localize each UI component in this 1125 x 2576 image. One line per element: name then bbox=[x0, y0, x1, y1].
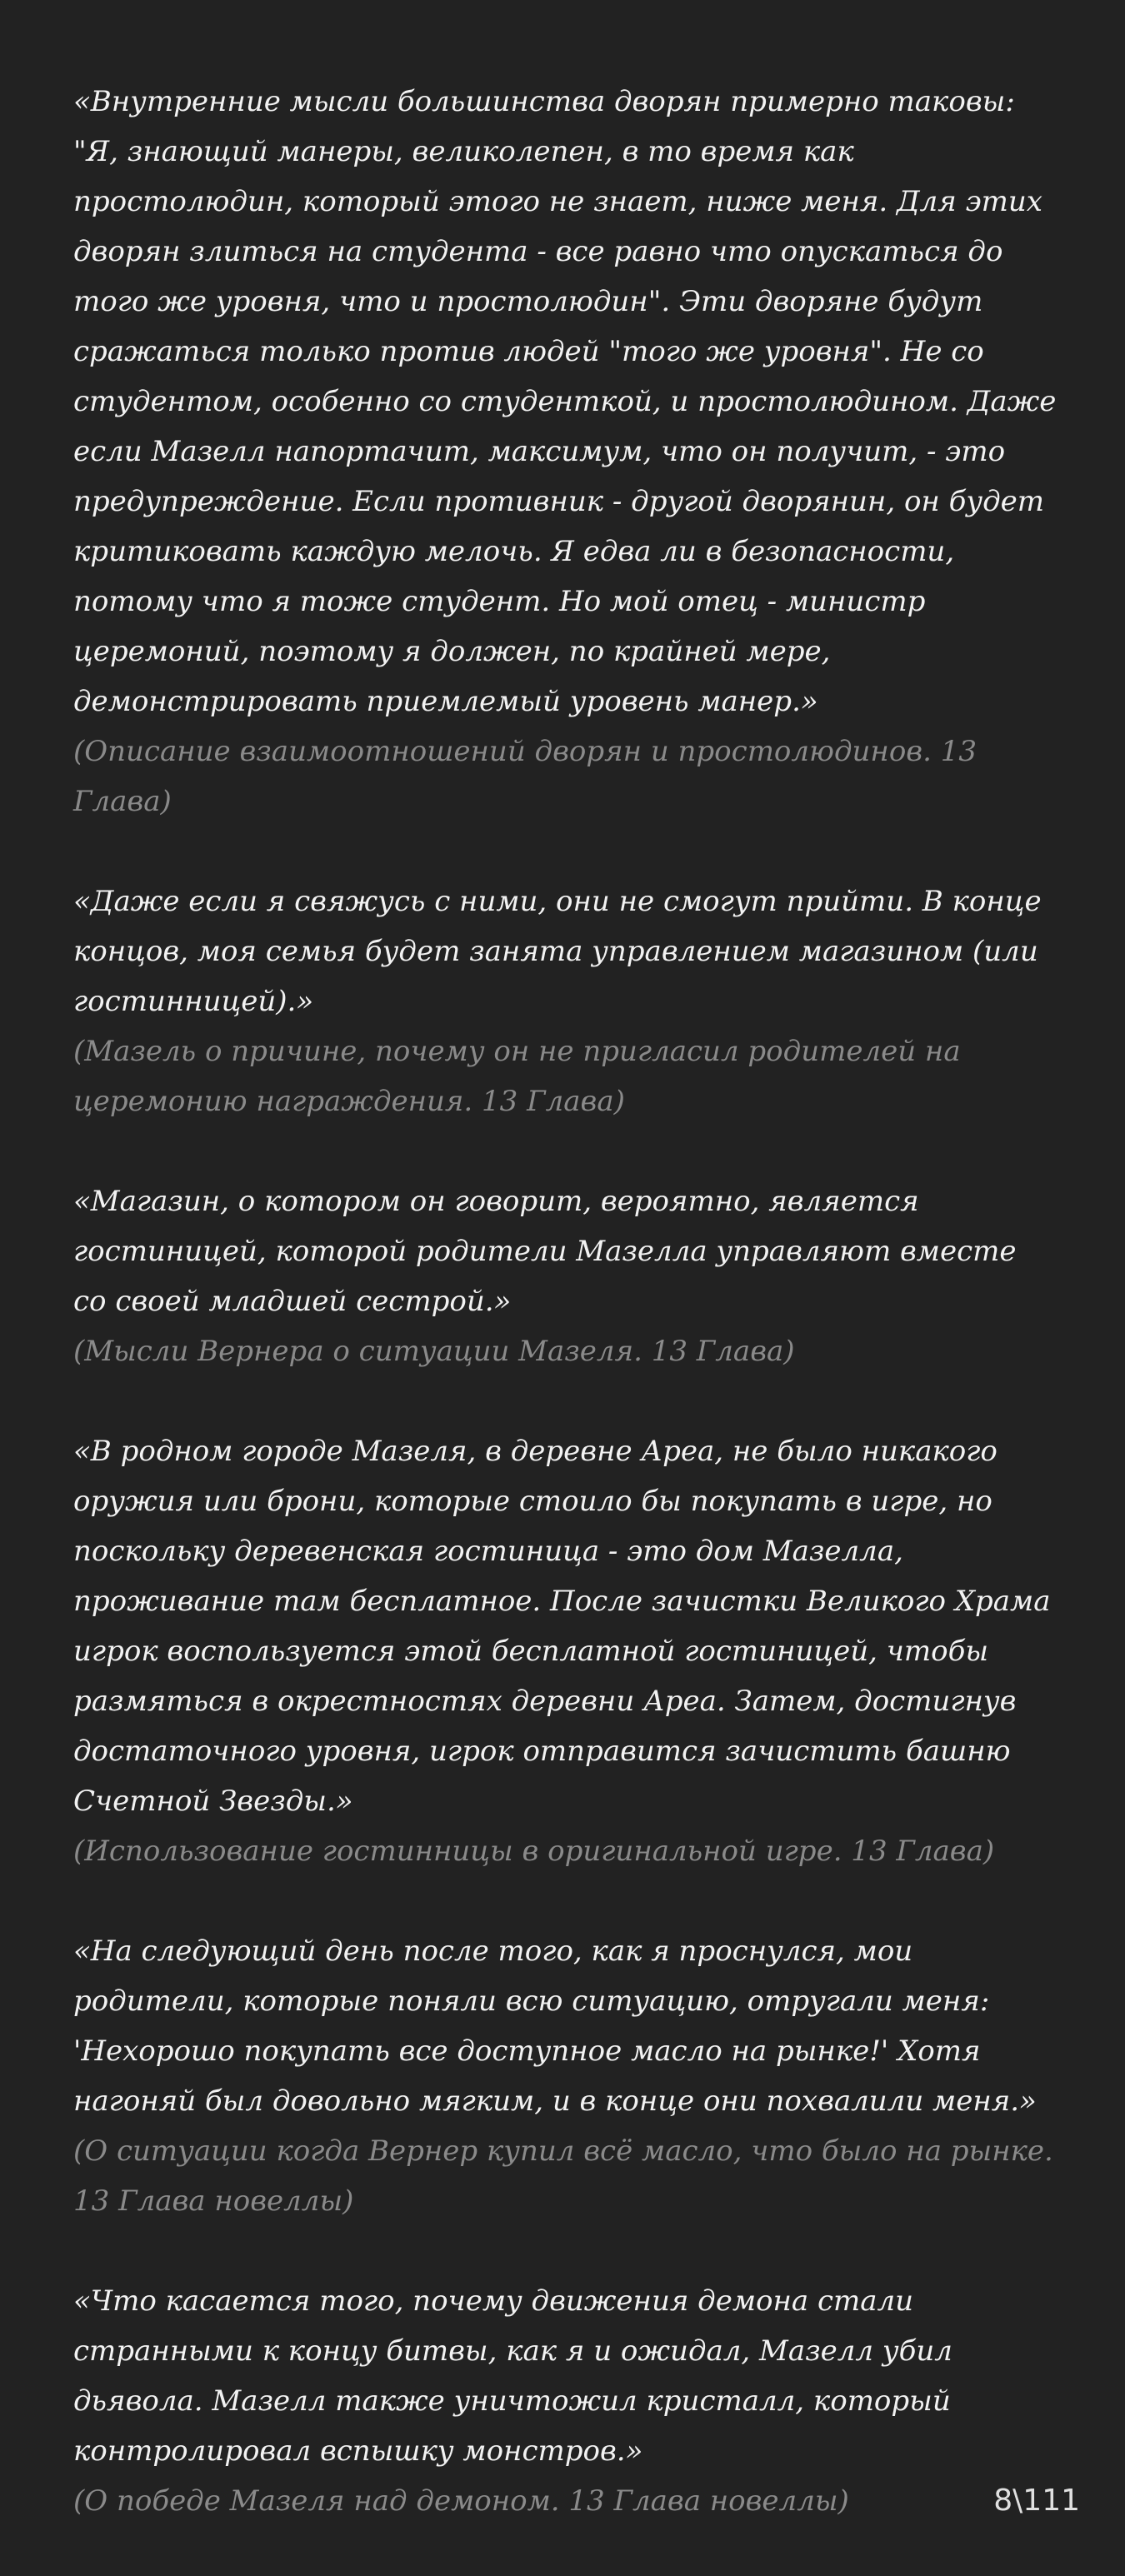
quote-text: «Внутренние мысли большинства дворян примерно таковы: "Я, знающий манеры, великолепен, в то время как простолюдин, который этого не знает, ниже меня. Для этих дворян злиться на студента - все равно что опускаться до того же уровня, что и простолюдин". Эти дворяне будут сражаться только против людей "того же уровня". Не со студентом, особенно со студенткой, и простолюдином. Даже если Мазелл напортачит, максимум, что он получит, - это предупреждение. Если противник - другой дворянин, он будет критиковать каждую мелочь. Я едва ли в безопасности, потому что я тоже студент. Но мой отец - министр церемоний, поэтому я должен, по крайней мере, демонстрировать приемлемый уровень манер.» bbox=[73, 85, 1057, 718]
page-number: 8\111 bbox=[993, 2484, 1080, 2518]
quote-entry bbox=[73, 1926, 1057, 2226]
quote-text: «Магазин, о котором он говорит, вероятно, является гостиницей, которой родители Мазелла управляют вместе со своей младшей сестрой.» bbox=[73, 1185, 1017, 1318]
quote-source: (О ситуации когда Вернер купил всё масло, что было на рынке. 13 Глава новеллы) bbox=[73, 2134, 1053, 2218]
quote-source: (Мазель о причине, почему он не пригласил родителей на церемонию награждения. 13 Глава) bbox=[73, 1035, 961, 1118]
quote-source: (Мысли Вернера о ситуации Мазеля. 13 Глава) bbox=[73, 1335, 795, 1368]
quote-text: «В родном городе Мазеля, в деревне Ареа, не было никакого оружия или брони, которые стоило бы покупать в игре, но поскольку деревенская гостиница - это дом Мазелла, проживание там бесплатное. После зачистки Великого Храма игрок воспользуется этой бесплатной гостиницей, чтобы размяться в окрестностях деревни Ареа. Затем, достигнув достаточного уровня, игрок отправится зачистить башню Счетной Звезды.» bbox=[73, 1435, 1051, 1818]
quote-entry bbox=[73, 876, 1057, 1126]
quotes-list bbox=[73, 77, 1057, 2576]
quote-source: (Использование гостинницы в оригинальной игре. 13 Глава) bbox=[73, 1835, 995, 1868]
quote-text: «Что касается того, почему движения демона стали странными к концу битвы, как я и ожидал, Мазелл убил дьявола. Мазелл также уничтожил кристалл, который контролировал вспышку монстров.» bbox=[73, 2284, 952, 2468]
quote-entry bbox=[73, 1426, 1057, 1876]
quote-text: «Даже если я свяжусь с ними, они не смогут прийти. В конце концов, моя семья будет занята управлением магазином (или гостинницей).» bbox=[73, 885, 1042, 1018]
quote-entry bbox=[73, 2276, 1057, 2526]
quote-source: (О победе Мазеля над демоном. 13 Глава новеллы) bbox=[73, 2484, 849, 2518]
quote-entry bbox=[73, 1176, 1057, 1376]
quote-text: «На следующий день после того, как я проснулся, мои родители, которые поняли всю ситуацию, отругали меня: 'Нехорошо покупать все доступное масло на рынке!' Хотя нагоняй был довольно мягким, и в конце они похвалили меня.» bbox=[73, 1934, 1037, 2118]
quote-source: (Описание взаимоотношений дворян и простолюдинов. 13 Глава) bbox=[73, 735, 977, 818]
quote-entry bbox=[73, 77, 1057, 826]
